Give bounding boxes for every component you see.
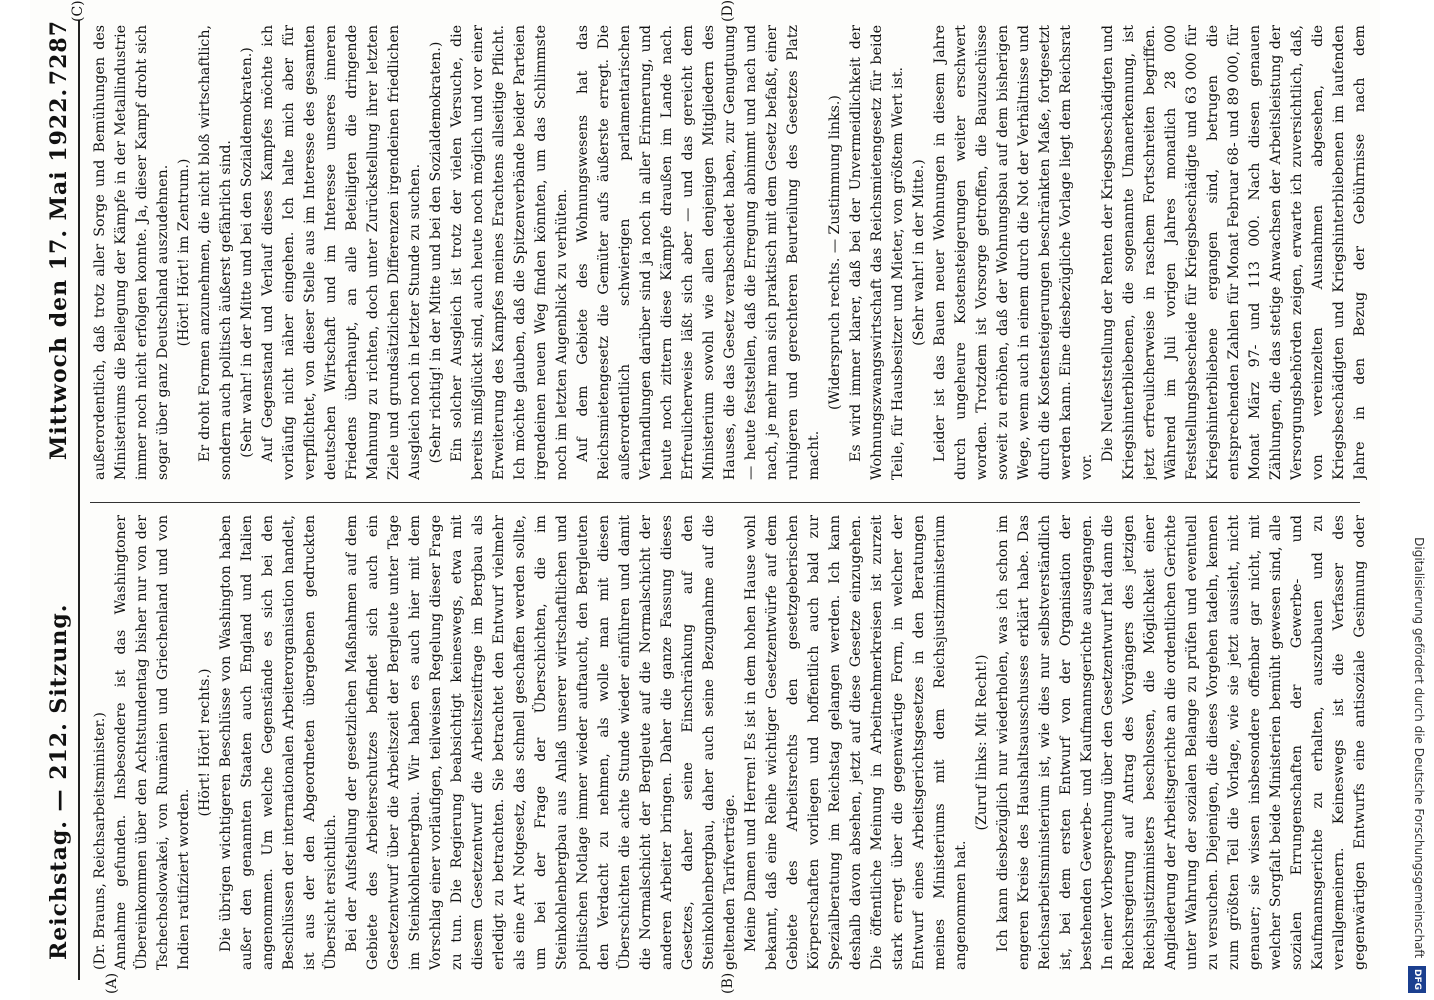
header-left: Reichstag. — 212. Sitzung. xyxy=(46,603,72,960)
paragraph: Auf Gegenstand und Verlauf dieses Kampfes möchte ich vorläufig nicht näher eingehen. Ich halte mich aber für verpflichtet, von dieser Stelle aus im Interesse des gesamten deutschen Wirtschaft und im Interesse unseres inneren Friedens überhaupt, an alle Beteiligten die dringende Mahnung zu richten, doch unter Zurückstellung ihrer letzten Ziele und grundsätzlichen Differenzen irgendeinen friedlichen Ausgleich noch in letzter Stunde zu suchen. xyxy=(260,25,423,480)
dfg-logo: DFG xyxy=(1408,966,1426,993)
interjection: (Widerspruch rechts. — Zustimmung links.) xyxy=(827,95,843,410)
paragraph: außerordentlich, daß trotz aller Sorge und Bemühungen des Ministeriums die Beilegung der Kämpfe in der Metallindustrie immer noch nicht erfolgen konnte. Ja, dieser Kampf droht sich sogar über ganz Deutschland auszudehnen. xyxy=(92,25,171,480)
paragraph: Annahme gefunden. Insbesondere ist das Washingtoner Übereinkommen über den Achtstundentag bisher nur von der Tschechoslowakei, von Rumänien und Griechenland und von Indien ratifiziert worden. xyxy=(113,515,192,970)
digitization-credit xyxy=(1410,8,1428,993)
paragraph: Auf dem Gebiete des Wohnungswesens hat das Reichsmietengesetz die Gemüter aufs äußerste erregt. Die außerordentlich schwierigen parlamentarischen Verhandlungen darüber sind ja noch in aller Erinnerung, und heute noch zittern diese Kämpfe draußen im Lande nach. Erfreulicherweise läßt sich aber — und das gereicht dem Ministerium sowohl wie allen denjenigen Mitgliedern des Hauses, die das Gesetz verabschiedet haben, zur Genugtuung — heute feststellen, daß die Erregung abnimmt und nach und nach, je mehr man sich praktisch mit dem Gesetz befaßt, einer ruhigeren und gerechteren Beurteilung des Gesetzes Platz macht. xyxy=(575,25,822,480)
interjection: (Sehr wahr! in der Mitte und bei den Sozialdemokraten.) xyxy=(239,47,255,458)
interjection: (Sehr richtig! in der Mitte und bei den Sozialdemokraten.) xyxy=(428,41,444,464)
paragraph: Meine Damen und Herren! Es ist in dem hohen Hause wohl bekannt, daß eine Reihe wichtiger Gesetzentwürfe auf dem Gebiete des Arbeitsrechts den gesetzgeberischen Körperschaften vorliegen und hoffentlich auch bald zur Spezialberatung im Reichstag gelangen werden. Ich kann deshalb davon absehen, jetzt auf diese Gesetze einzugehen. Die öffentliche Meinung in Arbeitnehmerkreisen ist zurzeit stark erregt über die gegenwärtige Form, in welcher der Entwurf eines Arbeitsgerichtsgesetzes in den Beratungen meines Ministeriums mit dem Reichsjustizministerium angenommen hat. xyxy=(743,515,969,970)
left-text-column xyxy=(90,515,1370,970)
margin-mark-b: (B) xyxy=(720,972,736,994)
column-divider xyxy=(90,502,1360,503)
page-header xyxy=(38,20,80,980)
paragraph: Bei der Aufstellung der gesetzlichen Maßnahmen auf dem Gebiete des Arbeiterschutzes befindet sich auch ein Gesetzentwurf über die Arbeitszeit der Bergleute unter Tage im Steinkohlenbergbau. Wir haben es auch hier mit dem Vorschlag einer vorläufigen, teilweisen Regelung dieser Frage zu tun. Die Regierung beabsichtigt keineswegs, etwa mit diesem Gesetzentwurf die Arbeitszeitfrage im Bergbau als erledigt zu betrachten. Sie betrachtet den Entwurf vielmehr als eine Art Notgesetz, das schnell geschaffen werden sollte, um bei der Frage der Überschichten, die im Steinkohlenbergbau aus Anlaß unserer wirtschaftlichen und politischen Notlage immer wieder auftaucht, den Bergleuten den Verdacht zu nehmen, als wolle man mit diesen Überschichten die achte Stunde wieder einführen und damit die Normalschicht der Bergleute auf die Normalschicht der anderen Arbeiter bringen. Daher die ganze Fassung dieses Gesetzes, daher seine Einschränkung auf den Steinkohlenbergbau, daher auch seine Bezugnahme auf die geltenden Tarifverträge. xyxy=(344,515,738,970)
interjection: (Sehr wahr! in der Mitte.) xyxy=(911,159,927,346)
interjection: (Hört! Hört! rechts.) xyxy=(197,668,213,817)
page-number: 7287 xyxy=(46,20,72,86)
interjection: (Hört! Hört! im Zentrum.) xyxy=(176,158,192,347)
margin-mark-d: (D) xyxy=(720,0,736,22)
margin-mark-a: (A) xyxy=(104,972,120,994)
credit-text: Digitalisierung gefördert durch die Deutsche Forschungsgemeinschaft xyxy=(1412,537,1426,959)
paragraph: (Dr. Brauns, Reichsarbeitsminister.) xyxy=(92,712,108,970)
paragraph: Es wird immer klarer, daß bei der Unvermeidlichkeit der Wohnungszwangswirtschaft das Reichsmietengesetz für beide Teile, für Hausbesitzer und Mieter, von größtem Wert ist. xyxy=(848,25,906,480)
paragraph: Ein solcher Ausgleich ist trotz der vielen Versuche, die bereits mißglückt sind, auch heute noch möglich und vor einer Erweiterung des Kampfes meines Erachtens allseitige Pflicht. Ich möchte glauben, daß die Spitzenverbände beider Parteien irgendeinen neuen Weg finden könnten, um das Schlimmste noch im letzten Augenblick zu verhüten. xyxy=(449,25,570,480)
paragraph: Leider ist das Bauen neuer Wohnungen in diesem Jahre durch ungeheure Kostensteigerungen weiter erschwert worden. Trotzdem ist Vorsorge getroffen, die Bauzuschüsse soweit zu erhöhen, daß der Wohnungsbau auf dem bisherigen Wege, wenn auch in einem durch die Not der Verhältnisse und durch die Kostensteigerungen beschränkten Maße, fortgesetzt werden kann. Eine diesbezügliche Vorlage liegt dem Reichsrat vor. xyxy=(932,25,1095,480)
right-text-column xyxy=(90,25,1370,480)
header-center: Mittwoch den 17. Mai 1922. xyxy=(46,87,72,460)
scanned-page xyxy=(30,0,1380,1000)
paragraph: Er droht Formen anzunehmen, die nicht bloß wirtschaftlich, sondern auch politisch äußerst gefährlich sind. xyxy=(197,25,234,480)
margin-mark-c: (C) xyxy=(70,0,86,22)
paragraph: Die übrigen wichtigeren Beschlüsse von Washington haben außer den genannten Staaten auch England und Italien angenommen. Um welche Gegenstände es sich bei den Beschlüssen der internationalen Arbeiterorganisation handelt, ist aus der den Abgeordneten übergebenen gedruckten Übersicht ersichtlich. xyxy=(218,515,339,970)
interjection: (Zuruf links: Mit Recht!) xyxy=(974,654,990,831)
paragraph: Ich kann diesbezüglich nur wiederholen, was ich schon im engeren Kreise des Haushaltsausschusses erklärt habe. Das Reichsarbeitsministerium ist, wie dies nur selbstverständlich ist, bei dem ersten Entwurf von der Organisation der bestehenden Gewerbe- und Kaufmannsgerichte ausgegangen. In einer Vorbesprechung über den Gesetzentwurf hat dann die Reichsregierung auf Antrag des Vorgängers des jetzigen Reichsjustizministers beschlossen, die Möglichkeit einer Angliederung der Arbeitsgerichte an die ordentlichen Gerichte unter Wahrung der sozialen Belange zu prüfen und eventuell zu versuchen. Diejenigen, die dieses Vorgehen tadeln, kennen zum größten Teil die Vorlage, wie sie jetzt aussieht, nicht genauer; sie wissen insbesondere offenbar gar nicht, mit welcher Sorgfalt beide Ministerien bemüht gewesen sind, alle sozialen Errungenschaften der Gewerbe- und Kaufmannsgerichte zu erhalten, auszubauen und zu verallgemeinern. Keineswegs ist die Verfasser des gegenwärtigen Entwurfs eine antisoziale Gesinnung oder xyxy=(995,515,1368,970)
paragraph: Die Neufeststellung der Renten der Kriegsbeschädigten und Kriegshinterbliebenen, die sogenannte Umanerkennung, ist jetzt erfreulicherweise in raschem Fortschreiten begriffen. Während im Juli vorigen Jahres monatlich 28 000 Feststellungsbescheide für Kriegsbeschädigte und 63 000 für Kriegshinterbliebene ergangen sind, betrugen die entsprechenden Zahlen für Monat Februar 68- und 89 000, für Monat März 97- und 113 000. Nach diesen genauen Zählungen, die das stetige Anwachsen der Arbeitsleistung der Versorgungsbehörden zeigen, erwarte ich zuversichtlich, daß, von vereinzelten Ausnahmen abgesehen, die Kriegsbeschädigten und Kriegshinterbliebenen im laufenden Jahre in den Bezug der Gebührnisse nach dem xyxy=(1100,25,1368,480)
